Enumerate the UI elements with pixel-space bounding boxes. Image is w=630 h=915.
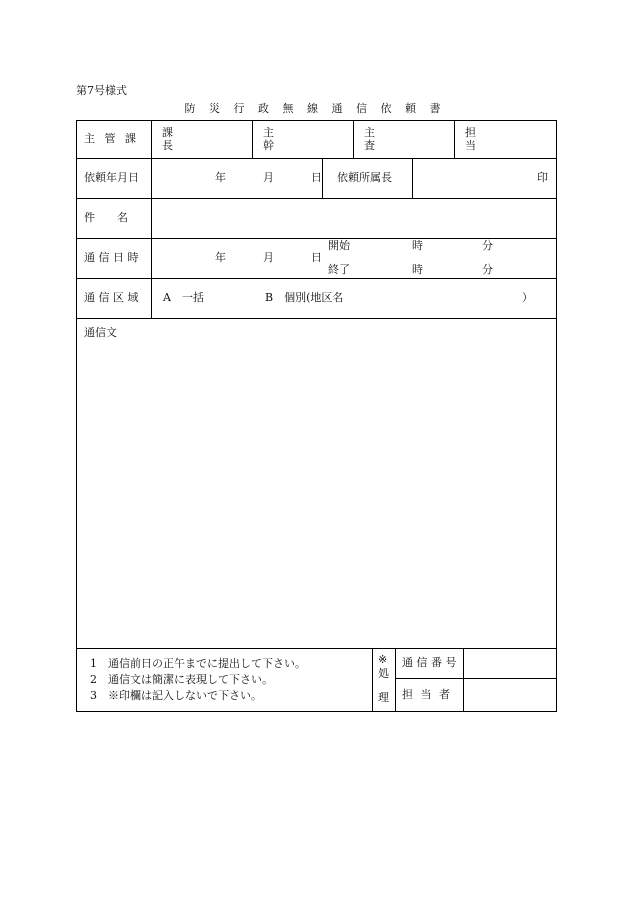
section-label: 主 管 課 <box>84 132 139 145</box>
inspector-label-bottom: 査 <box>364 139 375 152</box>
comm-day-unit: 日 <box>311 251 322 264</box>
comm-end-label: 終了 <box>328 263 350 276</box>
comm-datetime-label: 通 信 日 時 <box>84 251 139 264</box>
charge-label-bottom: 当 <box>465 139 476 152</box>
comm-area-label: 通 信 区 域 <box>84 291 139 304</box>
comm-start-minute-unit: 分 <box>482 239 493 252</box>
message-field[interactable] <box>77 342 556 647</box>
request-head-field[interactable] <box>413 159 533 198</box>
area-option-individual[interactable]: B 個別(地区名 <box>265 291 344 304</box>
cadre-label-bottom: 幹 <box>263 139 274 152</box>
request-head-label: 依頼所属長 <box>337 171 392 184</box>
cadre-seal-cell[interactable] <box>253 121 353 158</box>
person-in-charge-label: 担 当 者 <box>402 688 452 701</box>
chief-label-top: 課 <box>162 126 173 139</box>
inspector-label-top: 主 <box>364 126 375 139</box>
charge-seal-cell[interactable] <box>455 121 556 158</box>
area-option-all[interactable]: A 一括 <box>163 291 204 304</box>
request-date-label: 依頼年月日 <box>84 171 139 184</box>
cadre-label-top: 主 <box>263 126 274 139</box>
comm-end-hour-unit: 時 <box>412 263 423 276</box>
cell-divider <box>322 158 323 198</box>
form-title: 防 災 行 政 無 線 通 信 依 頼 書 <box>184 102 446 115</box>
comm-start-label: 開始 <box>328 239 350 252</box>
request-date-field[interactable] <box>152 159 322 198</box>
person-in-charge-field[interactable] <box>464 679 556 711</box>
subject-field[interactable] <box>152 199 556 238</box>
inspector-seal-cell[interactable] <box>354 121 454 158</box>
comm-number-field[interactable] <box>464 649 556 678</box>
comm-year-unit: 年 <box>215 251 226 264</box>
note-3: 3 ※印欄は記入しないで下さい。 <box>90 689 262 702</box>
request-month-unit: 月 <box>263 171 274 184</box>
form-number: 第7号様式 <box>76 84 127 97</box>
comm-number-label: 通 信 番 号 <box>402 656 457 669</box>
seal-mark: 印 <box>537 171 548 184</box>
processing-mark: ※ <box>378 653 388 666</box>
chief-seal-cell[interactable] <box>152 121 252 158</box>
note-2: 2 通信文は簡潔に表現して下さい。 <box>90 673 273 686</box>
comm-end-minute-unit: 分 <box>482 263 493 276</box>
row-divider <box>76 318 557 319</box>
processing-label-bottom: 理 <box>378 691 389 704</box>
comm-datetime-field[interactable] <box>152 239 556 278</box>
processing-label-top: 処 <box>378 667 389 680</box>
comm-month-unit: 月 <box>263 251 274 264</box>
charge-label-top: 担 <box>465 126 476 139</box>
area-close-paren: ） <box>522 291 533 304</box>
footer-divider <box>372 648 373 712</box>
row-divider <box>76 278 557 279</box>
note-1: 1 通信前日の正午までに提出して下さい。 <box>90 657 306 670</box>
comm-start-hour-unit: 時 <box>412 239 423 252</box>
chief-label-bottom: 長 <box>162 139 173 152</box>
message-label: 通信文 <box>84 326 117 339</box>
request-year-unit: 年 <box>215 171 226 184</box>
footer-divider <box>395 648 396 712</box>
subject-label: 件 名 <box>84 211 128 224</box>
request-day-unit: 日 <box>311 171 322 184</box>
